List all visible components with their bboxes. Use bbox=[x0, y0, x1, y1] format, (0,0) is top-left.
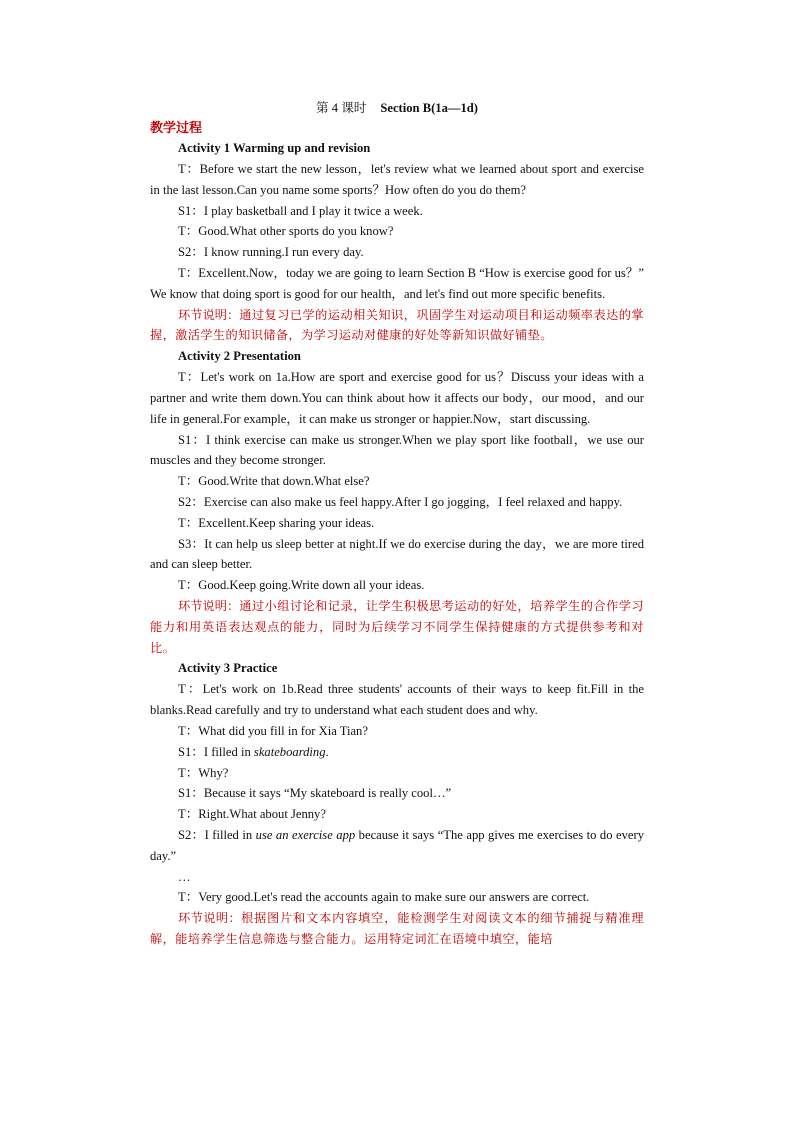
lesson-title bbox=[150, 98, 644, 118]
dialogue-line: T：Let's work on 1a.How are sport and exercise good for us？Discuss your ideas with a partner and write them down.You can think about how it affects our body，our mood，and our life in general.For example，it can make us stronger or happier.Now，start discussing. bbox=[150, 370, 644, 426]
activity-3-note bbox=[150, 908, 644, 950]
dialogue-line bbox=[150, 742, 644, 763]
dialogue-line: S1：Because it says “My skateboard is really cool…” bbox=[178, 786, 452, 801]
note-text: 通过复习已学的运动相关知识，巩固学生对运动项目和运动频率表达的掌握，激活学生的知识储备，为学习运动对健康的好处等新知识做好铺垫。 bbox=[150, 307, 644, 343]
dialogue-text: S1：I filled in bbox=[178, 744, 254, 759]
dialogue-line: T：Very good.Let's read the accounts again to make sure our answers are correct. bbox=[178, 890, 590, 905]
dialogue-line: S3：It can help us sleep better at night.If we do exercise during the day，we are more tired and can sleep better. bbox=[150, 536, 644, 572]
teaching-process-heading: 教学过程 bbox=[150, 120, 203, 135]
activity-3-title: Activity 3 Practice bbox=[178, 661, 278, 676]
document-page bbox=[150, 98, 644, 950]
note-text: 根据图片和文本内容填空，能检测学生对阅读文本的细节捕捉与精准理解，能培养学生信息筛选与整合能力。运用特定词汇在语境中填空，能培 bbox=[150, 911, 644, 946]
activity-1-note bbox=[150, 305, 644, 347]
dialogue-line: T：What did you fill in for Xia Tian? bbox=[178, 723, 368, 738]
dialogue-line: T：Good.What other sports do you know? bbox=[178, 224, 394, 239]
dialogue-line: T：Right.What about Jenny? bbox=[178, 807, 326, 822]
note-label: 环节说明： bbox=[178, 911, 242, 926]
note-label: 环节说明： bbox=[178, 598, 240, 613]
dialogue-text: . bbox=[325, 744, 329, 759]
dialogue-line bbox=[150, 825, 644, 867]
dialogue-line: S2：Exercise can also make us feel happy.After I go jogging，I feel relaxed and happy. bbox=[178, 494, 623, 509]
dialogue-line: T：Good.Write that down.What else? bbox=[178, 474, 370, 489]
dialogue-text: S2：I filled in bbox=[178, 827, 256, 842]
dialogue-line: T：Excellent.Keep sharing your ideas. bbox=[178, 515, 375, 530]
ellipsis: … bbox=[178, 869, 191, 884]
dialogue-line: S2：I know running.I run every day. bbox=[178, 245, 364, 260]
section-title: Section B(1a—1d) bbox=[380, 101, 478, 115]
dialogue-line: T：Why? bbox=[178, 765, 229, 780]
dialogue-text: because it says “The app gives me exercises to do every day.” bbox=[150, 827, 644, 863]
dialogue-line: T：Good.Keep going.Write down all your ideas. bbox=[178, 578, 425, 593]
answer-text: skateboarding bbox=[253, 744, 326, 759]
dialogue-line: T：Excellent.Now，today we are going to learn Section B “How is exercise good for us？” We know that doing sport is good for our health，and let's find out more specific benefits. bbox=[150, 265, 644, 301]
answer-text: use an exercise app bbox=[255, 827, 356, 842]
dialogue-line: T：Let's work on 1b.Read three students' accounts of their ways to keep fit.Fill in the blanks.Read carefully and try to understand what each student does and why. bbox=[150, 682, 644, 718]
lesson-number: 第 4 课时 bbox=[316, 101, 367, 115]
dialogue-line: T：Before we start the new lesson，let's review what we learned about sport and exercise in the last lesson.Can you name some sports？How often do you do them? bbox=[150, 162, 644, 197]
activity-2-title: Activity 2 Presentation bbox=[178, 349, 301, 364]
note-text: 通过小组讨论和记录，让学生积极思考运动的好处，培养学生的合作学习能力和用英语表达观点的能力，同时为后续学习不同学生保持健康的方式提供参考和对比。 bbox=[150, 598, 644, 655]
dialogue-line: S1：I think exercise can make us stronger.When we play sport like football，we use our muscles and they become stronger. bbox=[150, 432, 644, 468]
activity-2-note bbox=[150, 596, 644, 658]
activity-1-title: Activity 1 Warming up and revision bbox=[178, 141, 371, 155]
note-label: 环节说明： bbox=[178, 307, 240, 322]
dialogue-line: S1：I play basketball and I play it twice a week. bbox=[178, 203, 423, 218]
